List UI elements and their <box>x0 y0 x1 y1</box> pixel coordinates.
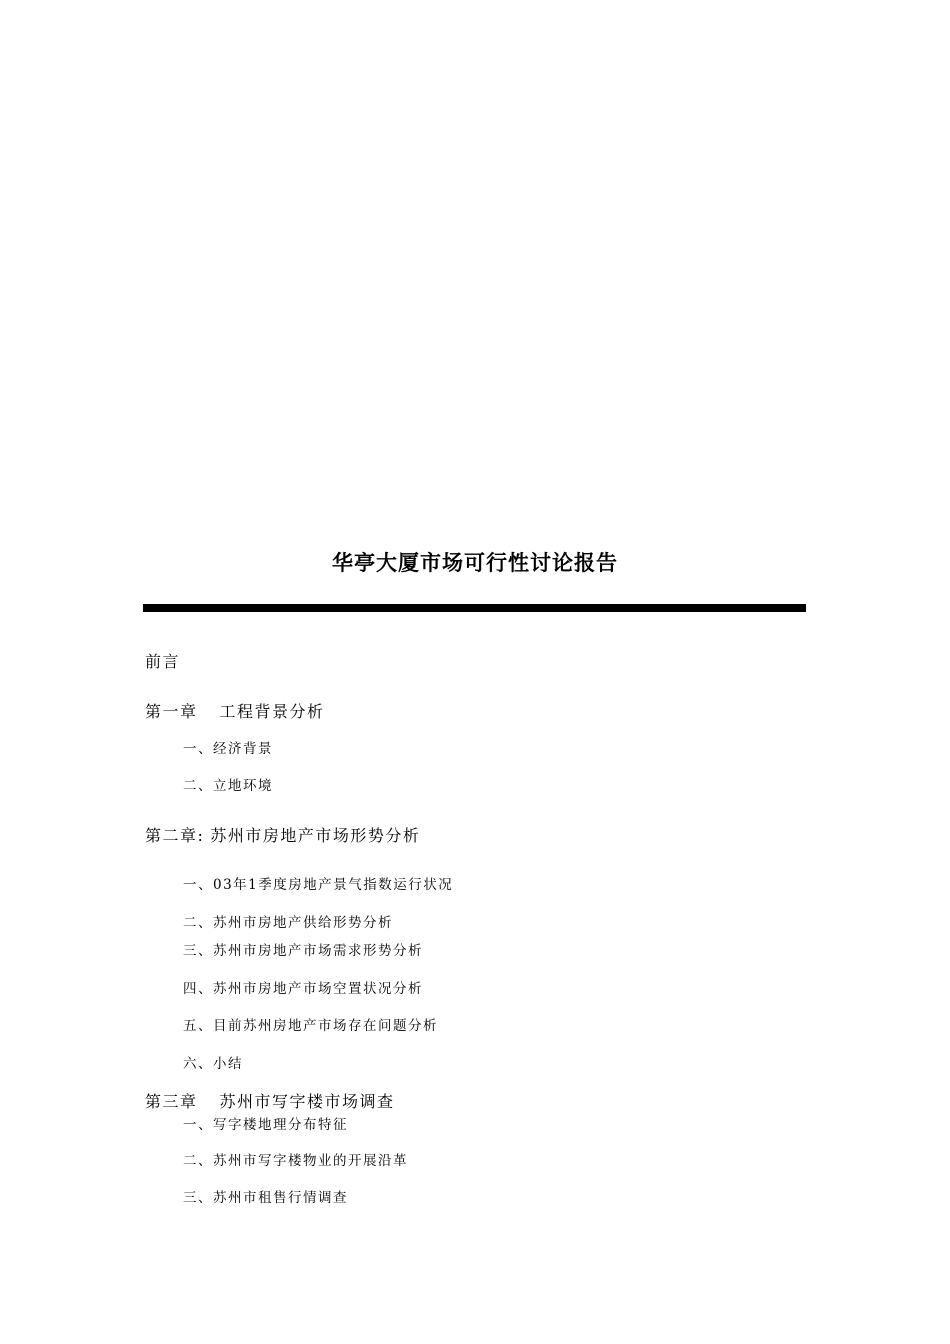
toc-chapter-1 <box>145 701 325 723</box>
toc-item: 四、苏州市房地产市场空置状况分析 <box>183 981 423 997</box>
toc-item: 二、苏州市房地产供给形势分析 <box>183 915 393 931</box>
toc-preface: 前言 <box>145 652 181 671</box>
toc-item: 一、03年1季度房地产景气指数运行状况 <box>183 877 454 893</box>
toc-item: 一、写字楼地理分布特征 <box>183 1117 348 1133</box>
chapter-1-title: 工程背景分析 <box>219 702 325 721</box>
document-title: 华亭大厦市场可行性讨论报告 <box>332 551 618 575</box>
title-divider <box>143 604 806 612</box>
chapter-3-title: 苏州市写字楼市场调查 <box>219 1092 395 1111</box>
chapter-2-title: 苏州市房地产市场形势分析 <box>210 826 421 845</box>
chapter-3-number: 第三章 <box>145 1092 198 1111</box>
toc-item: 三、苏州市租售行情调查 <box>183 1190 348 1206</box>
chapter-2-number: 第二章: <box>145 826 205 845</box>
toc-item: 二、立地环境 <box>183 778 273 794</box>
toc-item: 二、苏州市写字楼物业的开展沿革 <box>183 1153 408 1169</box>
toc-item: 六、小结 <box>183 1056 243 1072</box>
toc-chapter-3 <box>145 1091 395 1113</box>
toc-chapter-2 <box>145 825 420 847</box>
chapter-1-number: 第一章 <box>145 702 198 721</box>
toc-item: 一、经济背景 <box>183 741 273 757</box>
toc-item: 五、目前苏州房地产市场存在问题分析 <box>183 1018 438 1034</box>
toc-item: 三、苏州市房地产市场需求形势分析 <box>183 943 423 959</box>
